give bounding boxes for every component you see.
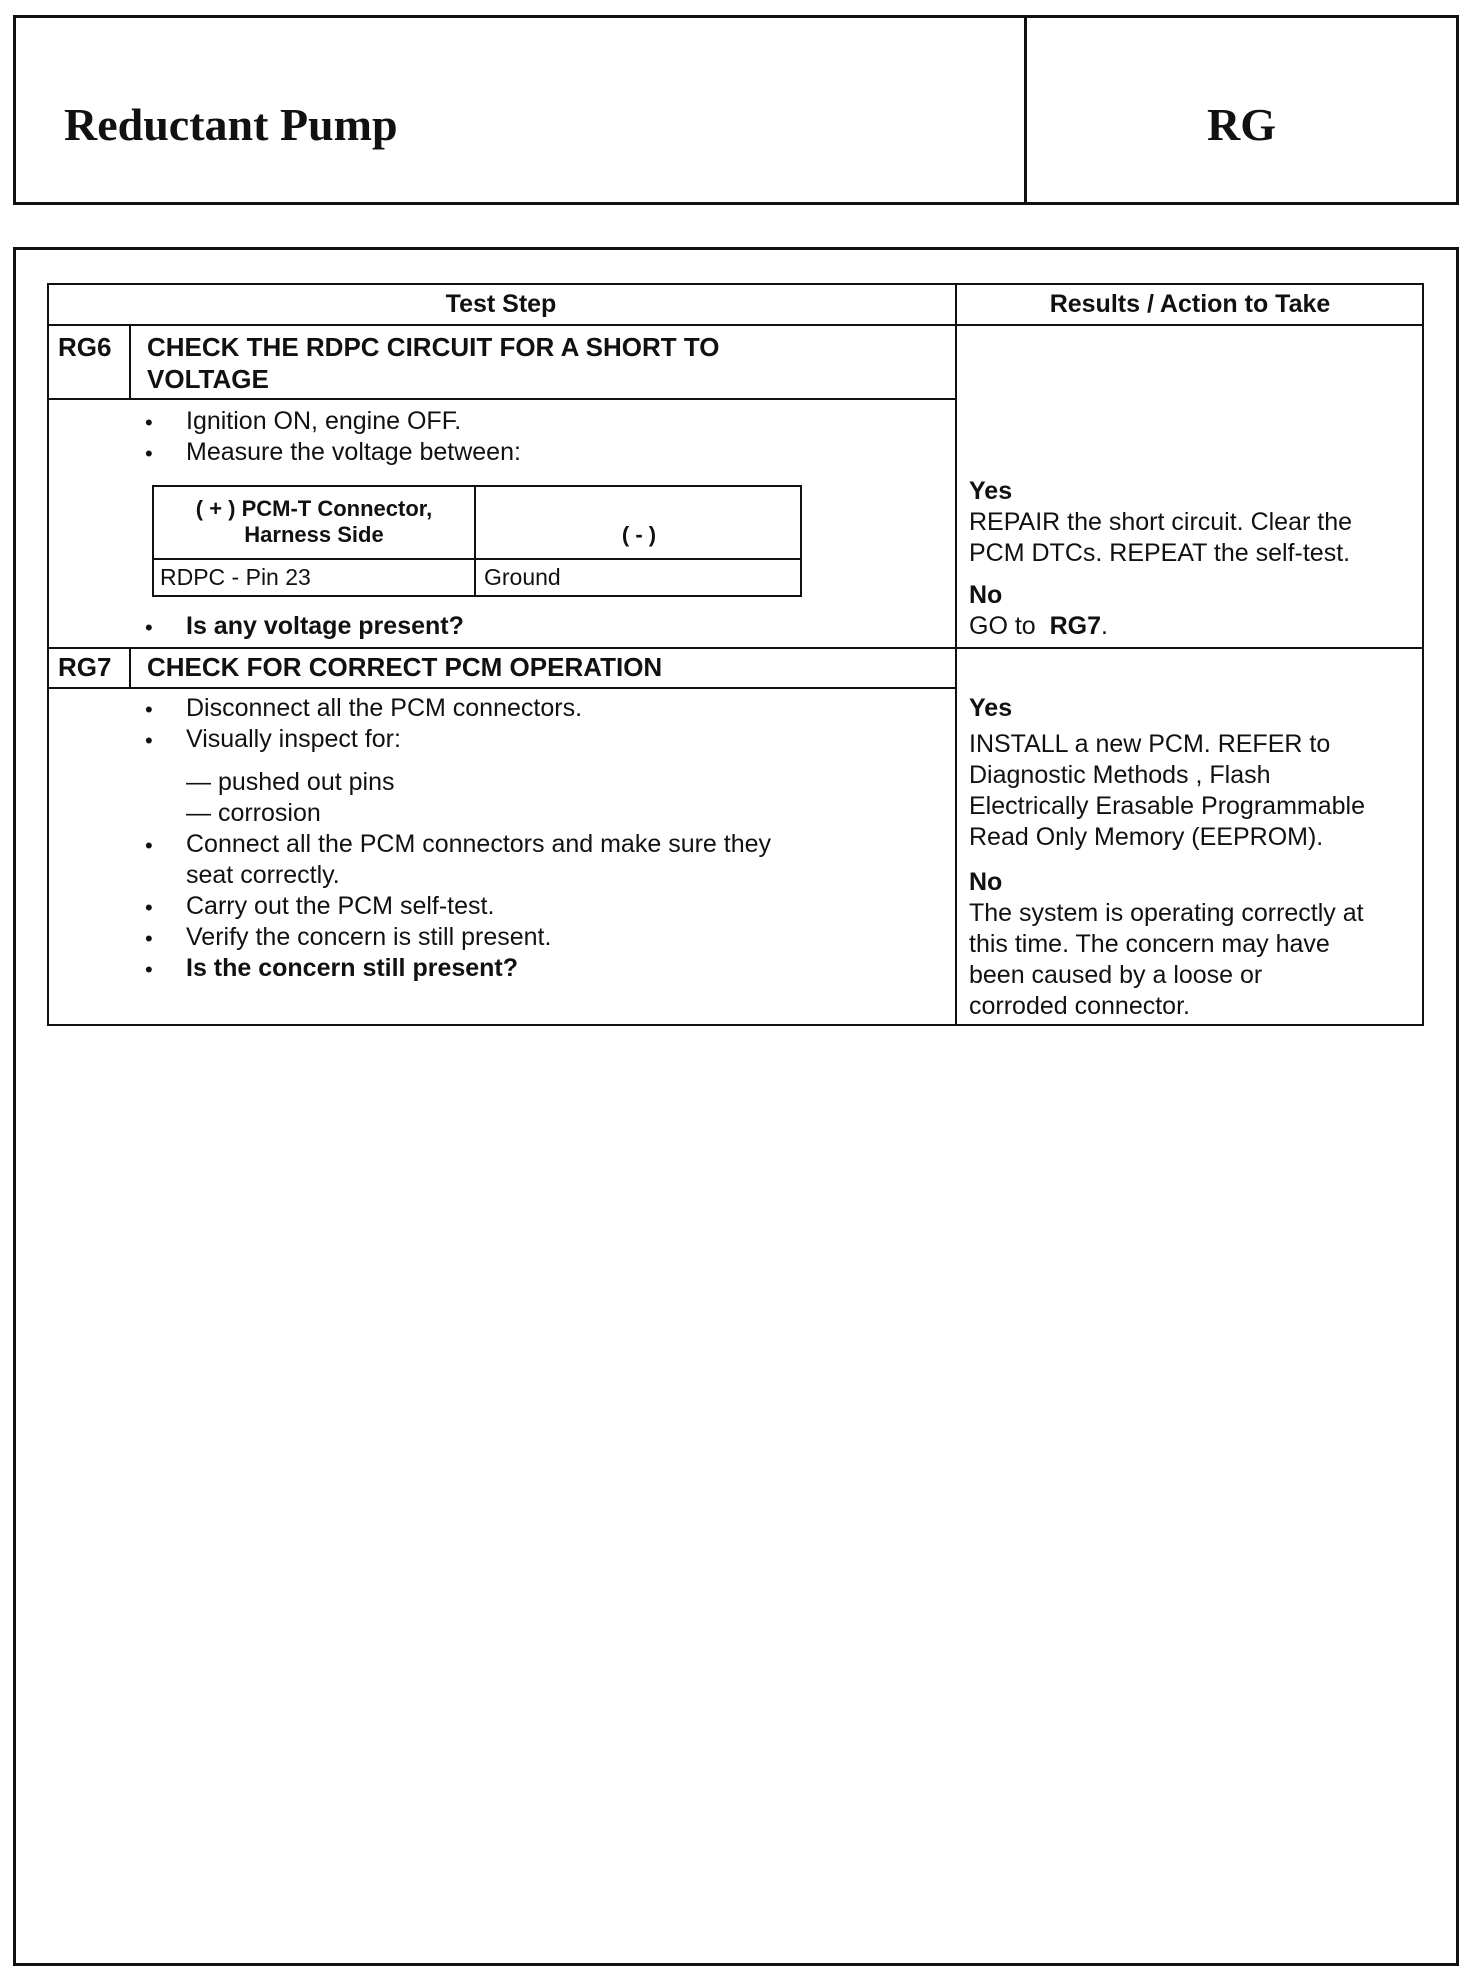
connector-cell-plus: RDPC - Pin 23 — [160, 564, 311, 590]
step-id: RG7 — [58, 652, 112, 682]
instruction: Ignition ON, engine OFF. — [186, 407, 462, 435]
result-no-go: GO to — [969, 612, 1036, 640]
instruction: Measure the voltage between: — [186, 438, 521, 466]
result-no-text — [969, 611, 1108, 642]
result-yes-text: Read Only Memory (EEPROM). — [969, 823, 1324, 851]
result-no-text: The system is operating correctly at — [969, 899, 1364, 927]
step-title-line1: CHECK THE RDPC CIRCUIT FOR A SHORT TO — [147, 332, 720, 362]
rg7-title-line — [47, 687, 956, 689]
connector-cell-minus: Ground — [484, 564, 561, 590]
column-divider — [955, 283, 957, 1026]
connector-header-plus-line2: Harness Side — [244, 522, 384, 547]
result-no-label: No — [969, 868, 1003, 896]
page-title: Reductant Pump — [64, 99, 398, 150]
connector-header-plus-line1: ( + ) PCM-T Connector, — [195, 496, 433, 521]
bullet-icon: • — [145, 441, 153, 466]
bullet-icon: • — [145, 615, 153, 640]
result-no-text: been caused by a loose or — [969, 961, 1263, 989]
instruction: Connect all the PCM connectors and make sure they — [186, 830, 772, 858]
result-yes-text: PCM DTCs. REPEAT the self-test. — [969, 539, 1351, 567]
instruction: Verify the concern is still present. — [186, 923, 552, 951]
inspection-item: — corrosion — [186, 799, 321, 827]
rg7-id-divider — [129, 648, 131, 688]
row-separator — [47, 647, 1424, 649]
section-code: RG — [1207, 99, 1276, 150]
rg6-id-divider — [129, 325, 131, 399]
page-header — [13, 15, 1459, 205]
result-yes-text: Electrically Erasable Programmable — [969, 792, 1365, 820]
bullet-icon: • — [145, 410, 153, 435]
result-yes-text: REPAIR the short circuit. Clear the — [969, 508, 1353, 536]
result-no-end: . — [1101, 612, 1108, 640]
result-no-text: this time. The concern may have — [969, 930, 1330, 958]
instruction: seat correctly. — [186, 861, 340, 889]
instruction: Carry out the PCM self-test. — [186, 892, 495, 920]
result-yes-label: Yes — [969, 694, 1013, 722]
rg6-title-line — [47, 398, 956, 400]
bullet-icon: • — [145, 728, 153, 753]
bullet-icon: • — [145, 833, 153, 858]
inspection-item: — pushed out pins — [186, 768, 395, 796]
step-title-line1: CHECK FOR CORRECT PCM OPERATION — [147, 652, 663, 682]
bullet-icon: • — [145, 957, 153, 982]
step-question: Is the concern still present? — [186, 954, 519, 982]
result-yes-text: INSTALL a new PCM. REFER to — [969, 730, 1331, 758]
result-yes-label: Yes — [969, 477, 1013, 505]
instruction: Disconnect all the PCM connectors. — [186, 694, 583, 722]
header-row-line — [47, 324, 1424, 326]
column-header-test-step: Test Step — [445, 290, 557, 318]
step-id: RG6 — [58, 332, 112, 362]
connector-header-plus — [154, 496, 474, 548]
result-no-target[interactable]: RG7 — [1049, 612, 1101, 640]
result-no-text: corroded connector. — [969, 992, 1190, 1020]
connector-table-row-line — [154, 558, 800, 560]
instruction: Visually inspect for: — [186, 725, 401, 753]
step-question: Is any voltage present? — [186, 612, 464, 640]
result-no-label: No — [969, 581, 1003, 609]
step-title-line2: VOLTAGE — [147, 364, 269, 394]
connector-table — [152, 485, 802, 597]
bullet-icon: • — [145, 697, 153, 722]
result-yes-text: Diagnostic Methods , Flash — [969, 761, 1271, 789]
column-header-results: Results / Action to Take — [1049, 290, 1331, 318]
connector-header-minus: ( - ) — [621, 522, 657, 547]
bullet-icon: • — [145, 895, 153, 920]
bullet-icon: • — [145, 926, 153, 951]
